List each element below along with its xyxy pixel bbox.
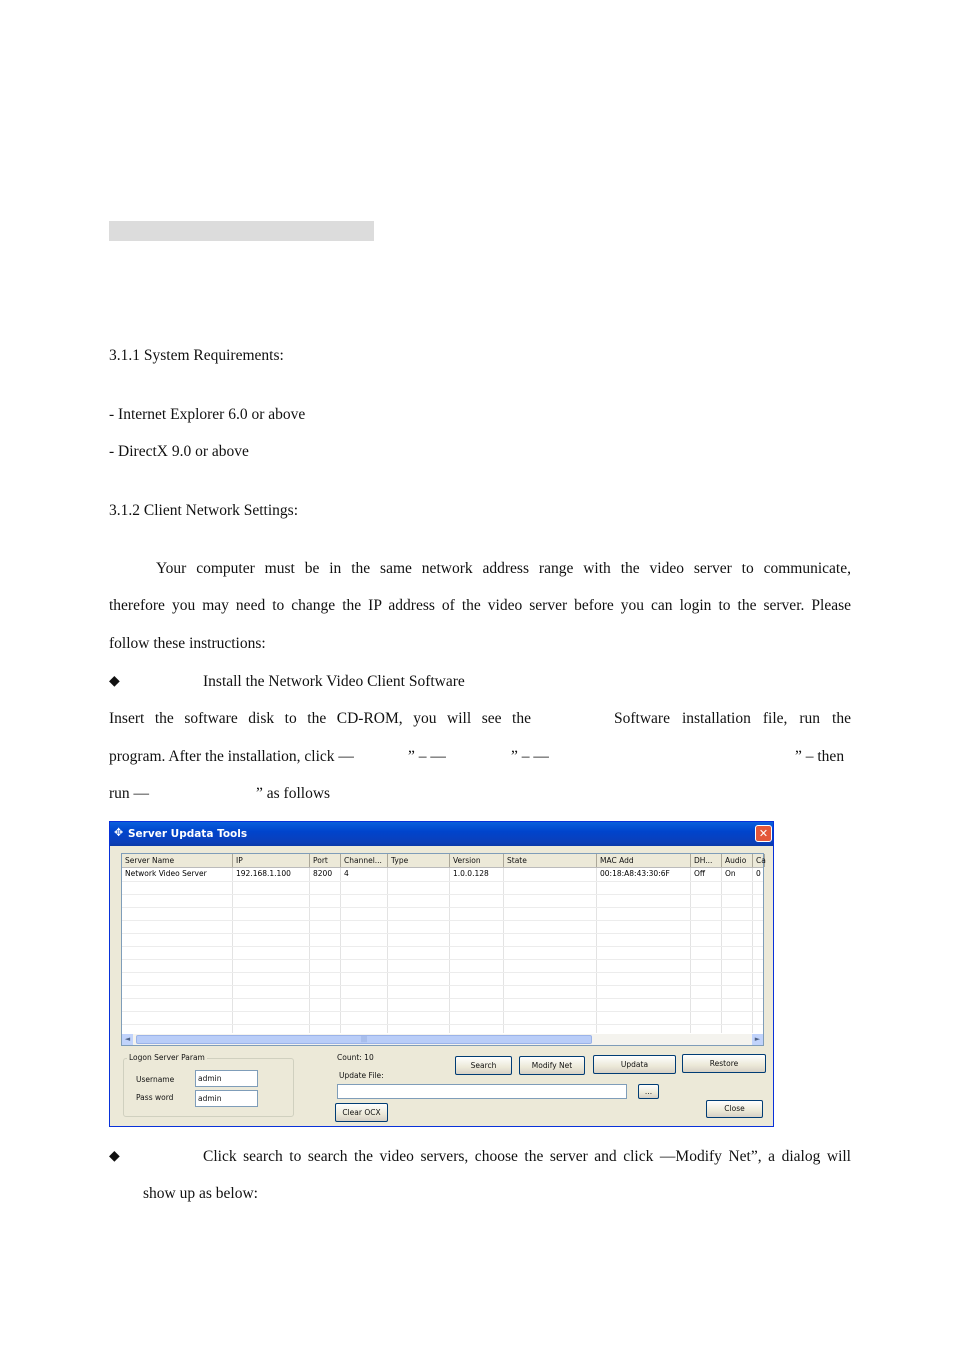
bullet-diamond-icon: ◆: [109, 674, 120, 689]
program-line-c: ” – ―: [511, 748, 549, 765]
col-mac-add[interactable]: MAC Add: [597, 854, 691, 867]
section-heading-311: 3.1.1 System Requirements:: [109, 347, 284, 364]
password-label: Pass word: [136, 1093, 174, 1102]
row-channel: 4: [344, 869, 349, 878]
paragraph-line-2: therefore you may need to change the IP address of the video server before you can login to the server. Please: [109, 597, 851, 614]
server-updata-tools-window: [109, 821, 774, 1127]
col-ca[interactable]: Ca: [753, 854, 765, 867]
requirement-ie: - Internet Explorer 6.0 or above: [109, 406, 306, 423]
row-port: 8200: [313, 869, 333, 878]
window-titlebar: [110, 822, 773, 846]
paragraph-line-3: follow these instructions:: [109, 635, 266, 652]
count-label: Count: 10: [337, 1053, 374, 1062]
step-1-text: Install the Network Video Client Software: [203, 673, 465, 690]
run-line-b: ” as follows: [256, 785, 331, 802]
col-server-name[interactable]: Server Name: [122, 854, 233, 867]
row-dhcp: Off: [694, 869, 706, 878]
scroll-left-icon[interactable]: ◄: [122, 1034, 133, 1045]
window-close-button[interactable]: ✕: [755, 825, 772, 842]
requirement-directx: - DirectX 9.0 or above: [109, 443, 249, 460]
scroll-right-icon[interactable]: ►: [752, 1034, 763, 1045]
row-ca: 0: [756, 869, 761, 878]
row-ip: 192.168.1.100: [236, 869, 291, 878]
bullet-diamond-icon-2: ◆: [109, 1149, 120, 1164]
password-input[interactable]: admin: [195, 1090, 258, 1107]
insert-line-a: Insert the software disk to the CD-ROM, you will see the: [109, 710, 531, 727]
highlight-bar: [109, 221, 374, 241]
modify-net-button[interactable]: Modify Net: [519, 1056, 585, 1075]
close-button[interactable]: Close: [706, 1100, 763, 1118]
col-audio[interactable]: Audio: [722, 854, 753, 867]
col-port[interactable]: Port: [310, 854, 341, 867]
col-version[interactable]: Version: [450, 854, 504, 867]
step-2-text: Click search to search the video servers, choose the server and click ―Modify Net”, a dialog will: [203, 1148, 851, 1165]
step-2-continued: show up as below:: [143, 1185, 258, 1202]
server-list[interactable]: [121, 853, 764, 1046]
col-dhcp[interactable]: DH...: [691, 854, 722, 867]
row-audio: On: [725, 869, 736, 878]
logon-server-param-group: [123, 1058, 294, 1117]
run-line-a: run ―: [109, 785, 150, 802]
insert-line-b: Software installation file, run the: [614, 710, 851, 727]
window-title: Server Updata Tools: [128, 828, 248, 840]
section-heading-312: 3.1.2 Client Network Settings:: [109, 502, 299, 519]
row-server-name: Network Video Server: [125, 869, 207, 878]
username-input[interactable]: admin: [195, 1070, 258, 1087]
restore-button[interactable]: Restore: [682, 1054, 766, 1073]
row-version: 1.0.0.128: [453, 869, 489, 878]
paragraph-line-1: Your computer must be in the same network address range with the video server to communicate,: [156, 560, 851, 577]
update-file-label: Update File:: [339, 1071, 384, 1080]
browse-button[interactable]: ...: [638, 1084, 659, 1099]
update-file-input[interactable]: [337, 1084, 627, 1099]
updata-button[interactable]: Updata: [593, 1055, 676, 1074]
col-channel[interactable]: Channel...: [341, 854, 388, 867]
col-type[interactable]: Type: [388, 854, 450, 867]
search-button[interactable]: Search: [455, 1056, 512, 1075]
program-line-a: program. After the installation, click ―: [109, 748, 354, 765]
logon-group-label: Logon Server Param: [129, 1053, 205, 1062]
scroll-grip: |||: [360, 1036, 368, 1043]
col-ip[interactable]: IP: [233, 854, 310, 867]
list-header: [122, 854, 766, 868]
col-state[interactable]: State: [504, 854, 597, 867]
app-icon: ✥: [114, 826, 124, 839]
clear-ocx-button[interactable]: Clear OCX: [335, 1103, 388, 1122]
scroll-thumb[interactable]: [136, 1035, 592, 1044]
program-line-d: ” – then: [795, 748, 845, 765]
program-line-b: ” – ―: [408, 748, 446, 765]
row-mac-add: 00:18:A8:43:30:6F: [600, 869, 670, 878]
username-label: Username: [136, 1075, 175, 1084]
horizontal-scrollbar[interactable]: [122, 1034, 763, 1045]
